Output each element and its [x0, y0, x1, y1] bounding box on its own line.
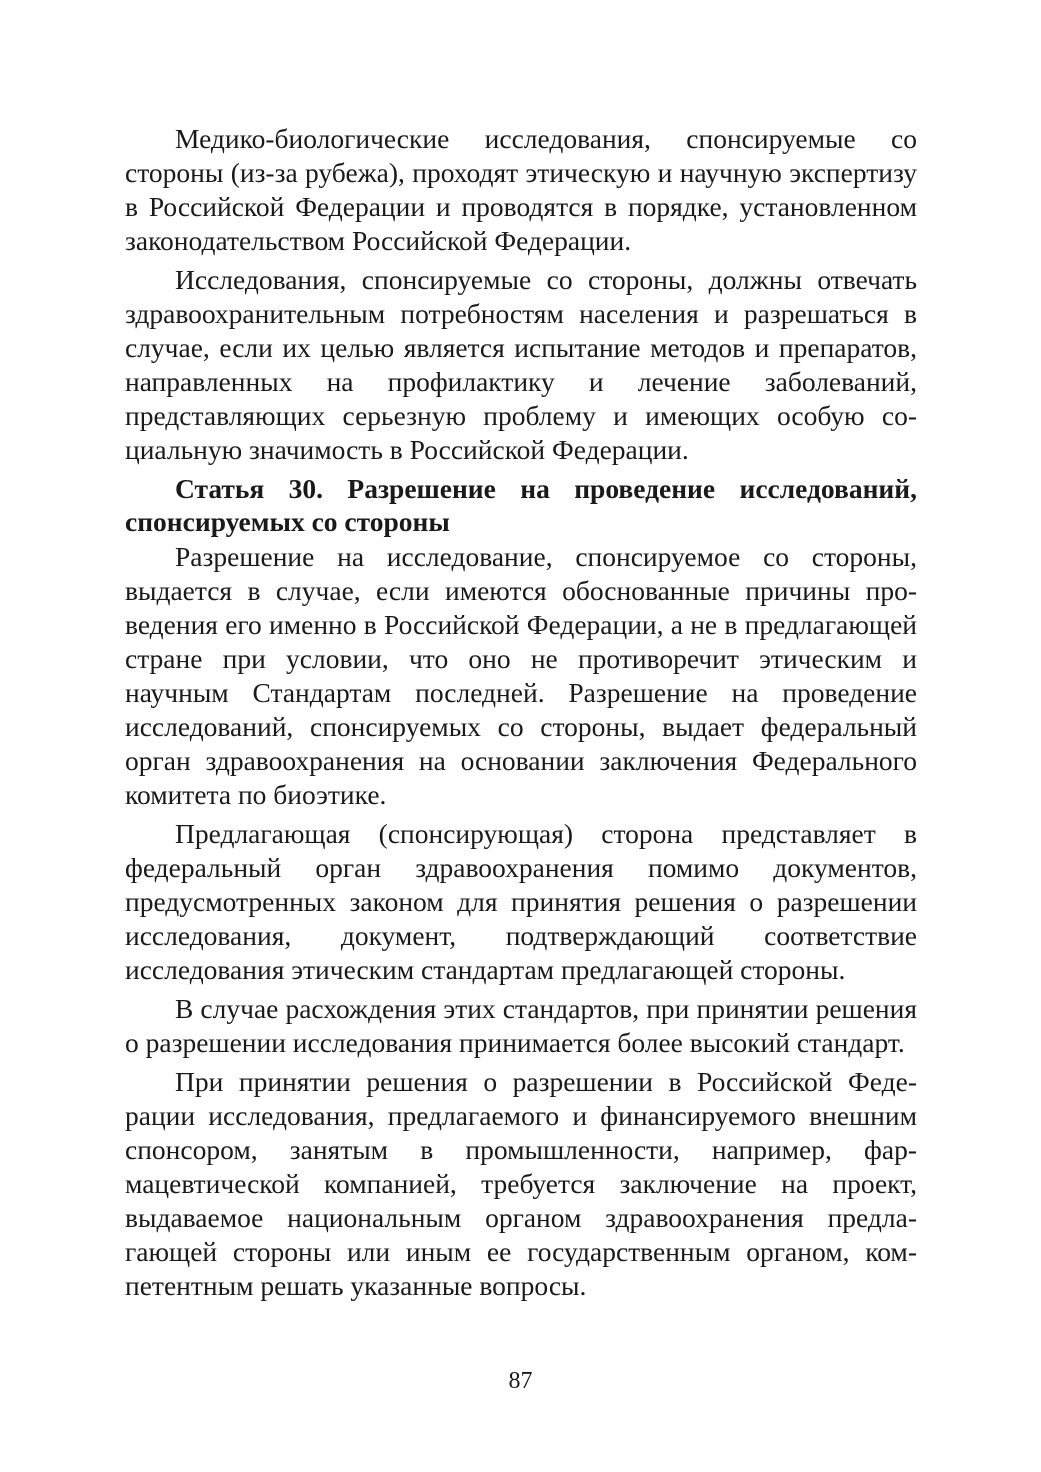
paragraph: Предлагающая (спонсирующая) сторона представляет в федеральный орган здравоохранения помимо документов, предусмотренных законом для принятия решения о разрешении исследования, документ, подтверждающий соответствие исследования этическим стандартам предлагающей стороны.: [125, 818, 917, 985]
paragraph: Разрешение на исследование, спонсируемое со стороны, выдается в случае, если имеются обоснованные причины проведения его именно в Российской Федерации, а не в предлагающей стране при условии, что оно не противоречит этическим и научным Стандартам последней. Разрешение на проведение исследований, спонсируемых со стороны, выдает федеральный орган здравоохранения на основании заключения Федерального комитета по биоэтике.: [125, 541, 917, 810]
paragraph: Исследования, спонсируемые со стороны, должны отвечать здравоохранительным потребностям населения и разрешаться в случае, если их целью является испытание методов и препаратов, направленных на профилактику и лечение заболеваний, представляющих серьезную проблему и имеющих особую социальную значимость в Российской Федерации.: [125, 264, 917, 465]
page-body: [125, 122, 917, 1308]
paragraph: Медико-биологические исследования, спонсируемые со стороны (из-за рубежа), проходят этическую и научную экспертизу в Российской Федерации и проводятся в порядке, установленном законодательством Российской Федерации.: [125, 123, 917, 256]
paragraph: В случае расхождения этих стандартов, при принятии решения о разрешении исследования принимается более высокий стандарт.: [125, 993, 917, 1058]
page-number: 87: [508, 1368, 533, 1394]
article-heading: Статья 30. Разрешение на проведение исследований, спонсируемых со стороны: [125, 473, 917, 537]
paragraph: При принятии решения о разрешении в Российской Федерации исследования, предлагаемого и финансируемого внешним спонсором, занятым в промышленности, например, фармацевтической компанией, требуется заключение на проект, выдаваемое национальным органом здравоохранения предлагающей стороны или иным ее государственным органом, компетентным решать указанные вопросы.: [125, 1066, 917, 1301]
